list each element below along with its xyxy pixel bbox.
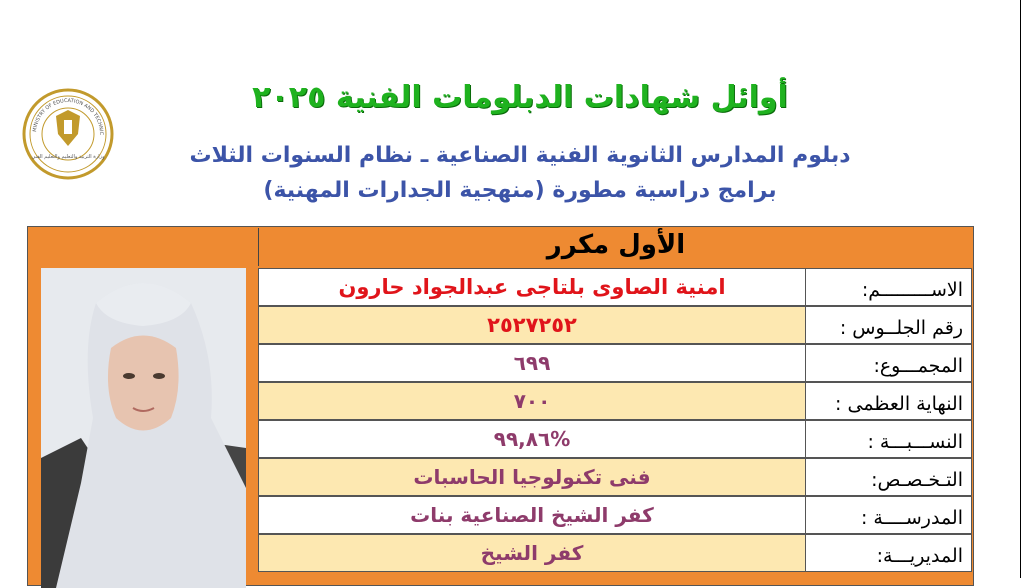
value-max-score: ٧٠٠ (258, 382, 806, 420)
row-max-score (258, 382, 972, 420)
value-name: امنية الصاوى بلتاجى عبدالجواد حارون (258, 268, 806, 306)
row-total (258, 344, 972, 382)
page-subtitle-2: برامج دراسية مطورة (منهجية الجدارات المهنية) (263, 178, 777, 203)
value-total: ٦٩٩ (258, 344, 806, 382)
label-specialization: التـخـصـص: (806, 458, 972, 496)
student-photo (41, 268, 246, 588)
page-title: أوائل شهادات الدبلومات الفنية ٢٠٢٥ (252, 80, 788, 115)
value-percentage: %٩٩,٨٦ (258, 420, 806, 458)
row-school (258, 496, 972, 534)
label-seat-number: رقم الجلــوس : (806, 306, 972, 344)
label-name: الاســـــــــم: (806, 268, 972, 306)
value-seat-number: ٢٥٢٧٢٥٢ (258, 306, 806, 344)
value-directorate: كفر الشيخ (258, 534, 806, 572)
label-max-score: النهاية العظمى : (806, 382, 972, 420)
label-total: المجمـــوع: (806, 344, 972, 382)
row-seat-number (258, 306, 972, 344)
value-school: كفر الشيخ الصناعية بنات (258, 496, 806, 534)
row-name (258, 268, 972, 306)
rank-header (258, 228, 973, 266)
value-specialization: فنى تكنولوجيا الحاسبات (258, 458, 806, 496)
row-percentage (258, 420, 972, 458)
logo-arc-text: MINISTRY OF EDUCATION AND TECHNIC (32, 97, 105, 136)
logo-arabic-text: وزارة التربية والتعليم والتعليم الفني (31, 154, 105, 160)
ministry-logo-icon (22, 88, 114, 180)
page-subtitle-1: دبلوم المدارس الثانوية الفنية الصناعية ـ نظام السنوات الثلاث (189, 143, 851, 168)
label-directorate: المديريـــة: (806, 534, 972, 572)
rank-label: الأول مكرر (546, 230, 686, 260)
row-directorate (258, 534, 972, 572)
label-school: المدرســــة : (806, 496, 972, 534)
label-percentage: النســـبـــة : (806, 420, 972, 458)
student-photo-icon (41, 268, 246, 588)
row-specialization (258, 458, 972, 496)
